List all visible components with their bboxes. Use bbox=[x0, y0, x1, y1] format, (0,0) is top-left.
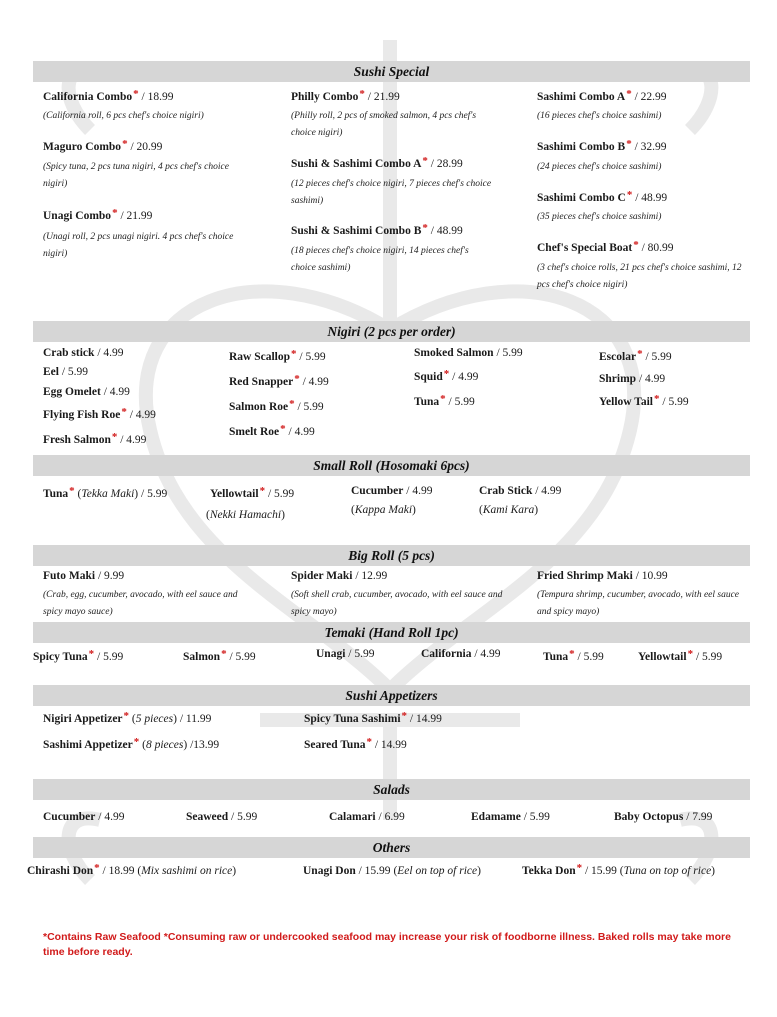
item-description: (3 chef's choice rolls, 21 pcs chef's choice sashimi, 12 pcs chef's choice nigiri) bbox=[537, 263, 742, 290]
menu-item: Egg Omelet / 4.99 bbox=[43, 386, 130, 398]
menu-item: Raw Scallop* / 5.99 bbox=[229, 348, 326, 363]
menu-item: Red Snapper* / 4.99 bbox=[229, 373, 329, 388]
menu-item: Escolar* / 5.99 bbox=[599, 348, 672, 363]
menu-item: Tekka Don* / 15.99 (Tuna on top of rice) bbox=[522, 862, 716, 877]
item-description: (Soft shell crab, cucumber, avocado, with eel sauce and spicy mayo) bbox=[291, 590, 503, 617]
menu-item: Yellow Tail* / 5.99 bbox=[599, 393, 689, 408]
menu-item: Unagi Don / 15.99 (Eel on top of rice) bbox=[303, 865, 481, 877]
menu-item: Spicy Tuna Sashimi* / 14.99 bbox=[304, 710, 442, 725]
section-header-sushi-special: Sushi Special bbox=[33, 61, 750, 82]
menu-item: California Combo* / 18.99 bbox=[43, 88, 174, 103]
section-header-small-roll: Small Roll (Hosomaki 6pcs) bbox=[33, 455, 750, 476]
item-description: (24 pieces chef's choice sashimi) bbox=[537, 162, 662, 172]
menu-item: Smoked Salmon / 5.99 bbox=[414, 347, 523, 359]
item-description: (12 pieces chef's choice nigiri, 7 pieces chef's choice sashimi) bbox=[291, 179, 492, 206]
menu-item: Sushi & Sashimi Combo A* / 28.99 bbox=[291, 155, 463, 170]
section-header-temaki: Temaki (Hand Roll 1pc) bbox=[33, 622, 750, 643]
menu-item: Chef's Special Boat* / 80.99 bbox=[537, 239, 674, 254]
menu-item: California / 4.99 bbox=[421, 648, 501, 660]
menu-item: Cucumber / 4.99 bbox=[351, 485, 433, 497]
item-description: (Tempura shrimp, cucumber, avocado, with eel sauce and spicy mayo) bbox=[537, 590, 740, 617]
menu-item: Fried Shrimp Maki / 10.99 bbox=[537, 570, 668, 582]
menu-item: Crab stick / 4.99 bbox=[43, 347, 124, 359]
menu-item: Sashimi Appetizer* (8 pieces) /13.99 bbox=[43, 736, 220, 751]
menu-item: Seared Tuna* / 14.99 bbox=[304, 736, 407, 751]
menu-item: Yellowtail* / 5.99 bbox=[210, 485, 295, 500]
menu-item: Shrimp / 4.99 bbox=[599, 373, 666, 385]
section-header-nigiri: Nigiri (2 pcs per order) bbox=[33, 321, 750, 342]
item-description: (16 pieces chef's choice sashimi) bbox=[537, 111, 662, 121]
menu-item: Sashimi Combo B* / 32.99 bbox=[537, 138, 667, 153]
menu-item: Seaweed / 5.99 bbox=[186, 811, 258, 823]
item-description: (California roll, 6 pcs chef's choice nigiri) bbox=[43, 111, 204, 121]
menu-item: Tuna* / 5.99 bbox=[414, 393, 475, 408]
item-subtitle: (Kappa Maki) bbox=[351, 504, 416, 516]
raw-seafood-disclaimer: *Contains Raw Seafood *Consuming raw or undercooked seafood may increase your risk of foodborne illness. Baked rolls may take more time before ready. bbox=[43, 931, 731, 958]
menu-item: Unagi Combo* / 21.99 bbox=[43, 207, 153, 222]
menu-item: Eel / 5.99 bbox=[43, 366, 89, 378]
menu-item: Spider Maki / 12.99 bbox=[291, 570, 388, 582]
menu-item: Smelt Roe* / 4.99 bbox=[229, 423, 315, 438]
menu-item: Chirashi Don* / 18.99 (Mix sashimi on rice) bbox=[27, 862, 237, 877]
menu-item: Salmon* / 5.99 bbox=[183, 648, 256, 663]
menu-item: Baby Octopus / 7.99 bbox=[614, 811, 713, 823]
menu-item: Sashimi Combo C* / 48.99 bbox=[537, 189, 668, 204]
item-description: (18 pieces chef's choice nigiri, 14 pieces chef's choice sashimi) bbox=[291, 246, 469, 273]
item-description: (Spicy tuna, 2 pcs tuna nigiri, 4 pcs chef's choice nigiri) bbox=[43, 162, 229, 189]
menu-item: Squid* / 4.99 bbox=[414, 368, 479, 383]
menu-item: Fresh Salmon* / 4.99 bbox=[43, 431, 147, 446]
menu-item: Tuna* (Tekka Maki) / 5.99 bbox=[43, 485, 168, 500]
menu-item: Nigiri Appetizer* (5 pieces) / 11.99 bbox=[43, 710, 212, 725]
menu-item: Crab Stick / 4.99 bbox=[479, 485, 562, 497]
menu-item: Sashimi Combo A* / 22.99 bbox=[537, 88, 667, 103]
section-header-appetizers: Sushi Appetizers bbox=[33, 685, 750, 706]
menu-item: Maguro Combo* / 20.99 bbox=[43, 138, 163, 153]
menu-item: Cucumber / 4.99 bbox=[43, 811, 125, 823]
section-header-others: Others bbox=[33, 837, 750, 858]
menu-item: Yellowtail* / 5.99 bbox=[638, 648, 723, 663]
item-subtitle: (Nekki Hamachi) bbox=[206, 509, 285, 521]
section-header-salads: Salads bbox=[33, 779, 750, 800]
menu-item: Salmon Roe* / 5.99 bbox=[229, 398, 324, 413]
menu-item: Edamame / 5.99 bbox=[471, 811, 550, 823]
menu-item: Philly Combo* / 21.99 bbox=[291, 88, 400, 103]
item-description: (Philly roll, 2 pcs of smoked salmon, 4 pcs chef's choice nigiri) bbox=[291, 111, 477, 138]
menu-item: Flying Fish Roe* / 4.99 bbox=[43, 406, 156, 421]
item-subtitle: (Kami Kara) bbox=[479, 504, 539, 516]
item-description: (35 pieces chef's choice sashimi) bbox=[537, 212, 662, 222]
item-description: (Crab, egg, cucumber, avocado, with eel sauce and spicy mayo sauce) bbox=[43, 590, 238, 617]
menu-item: Calamari / 6.99 bbox=[329, 811, 405, 823]
menu-item: Unagi / 5.99 bbox=[316, 648, 375, 660]
menu-item: Sushi & Sashimi Combo B* / 48.99 bbox=[291, 222, 463, 237]
menu-item: Spicy Tuna* / 5.99 bbox=[33, 648, 124, 663]
item-description: (Unagi roll, 2 pcs unagi nigiri. 4 pcs chef's choice nigiri) bbox=[43, 232, 234, 259]
menu-item: Futo Maki / 9.99 bbox=[43, 570, 125, 582]
section-header-big-roll: Big Roll (5 pcs) bbox=[33, 545, 750, 566]
menu-item: Tuna* / 5.99 bbox=[543, 648, 604, 663]
